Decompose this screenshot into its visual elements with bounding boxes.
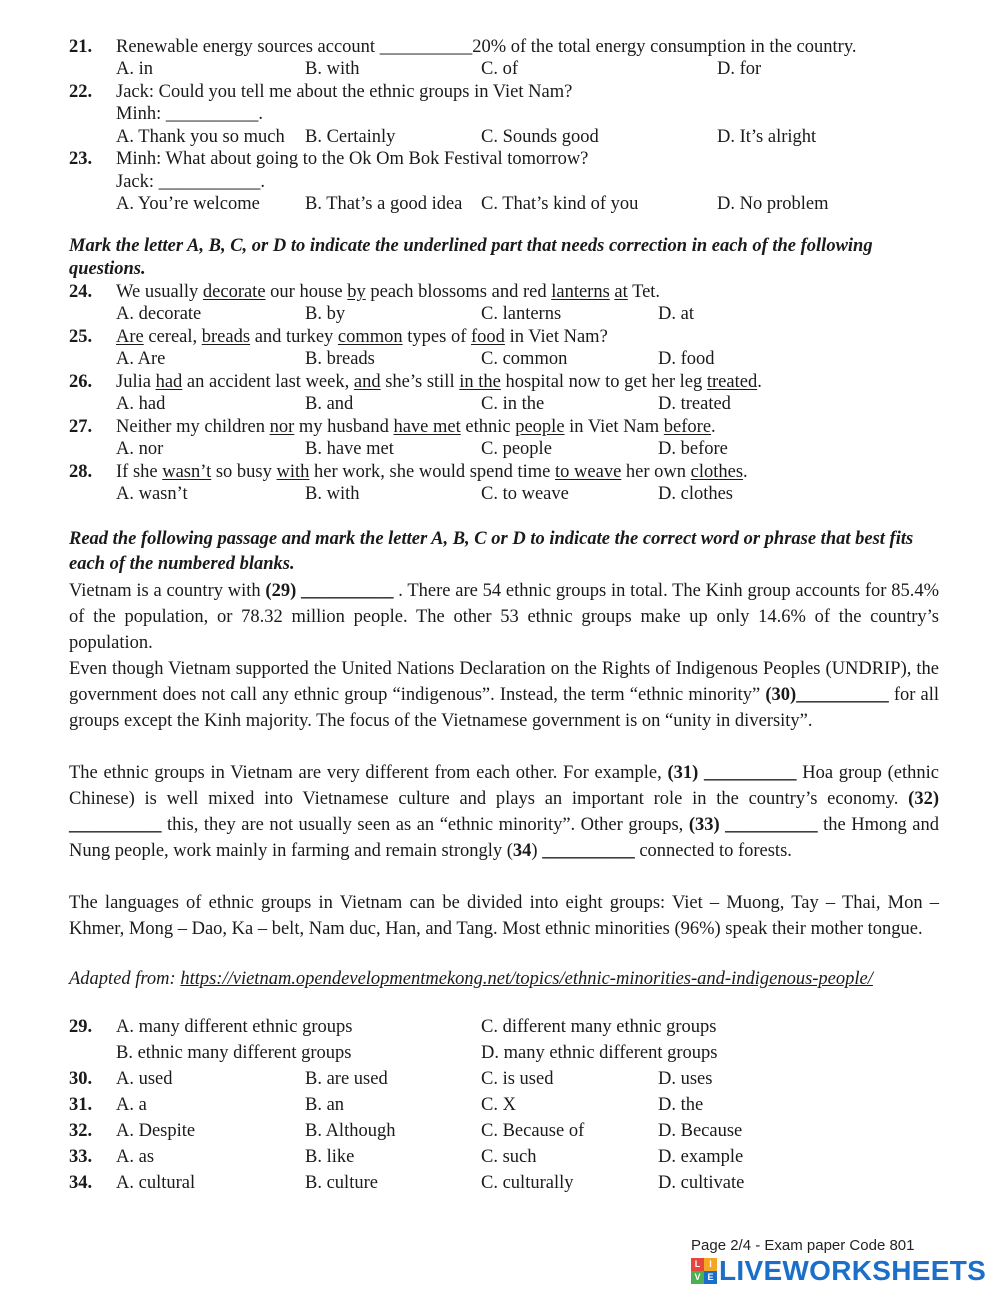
passage-paragraph-1: Vietnam is a country with (29) __________ . There are 54 ethnic groups in total. The Kinh group accounts for 85.4% of the population, or 78.32 million people. The other 53 ethnic groups make up only 14.6% of the country’s population.: [69, 581, 940, 653]
option-b[interactable]: B. culture: [305, 1173, 378, 1193]
question-number: 21.: [69, 37, 93, 57]
question-number: 29.: [69, 1017, 93, 1037]
question-number: 25.: [69, 327, 93, 347]
option-c[interactable]: C. different many ethnic groups: [481, 1017, 717, 1037]
option-d[interactable]: D. treated: [658, 394, 731, 414]
question-stem: Minh: What about going to the Ok Om Bok Festival tomorrow?: [116, 149, 589, 169]
option-d[interactable]: D. clothes: [658, 484, 734, 504]
option-a[interactable]: A. You’re welcome: [116, 194, 260, 214]
option-d[interactable]: D. example: [658, 1147, 744, 1167]
option-a[interactable]: A. cultural: [116, 1173, 196, 1193]
option-b[interactable]: B. an: [305, 1095, 345, 1115]
option-c[interactable]: C. to weave: [481, 484, 569, 504]
question-stem: Renewable energy sources account __________20% of the total energy consumption in the country.: [116, 37, 857, 57]
option-a[interactable]: A. many different ethnic groups: [116, 1017, 353, 1037]
blank-34: __________: [542, 841, 635, 861]
passage-paragraph-3: The ethnic groups in Vietnam are very different from each other. For example, (31) __________ Hoa group (ethnic Chinese) is well mixed into Vietnamese culture and plays an important role in the country’s economy. (32) __________ this, they are not usually seen as an “ethnic minority”. Other groups, (33) __________ the Hmong and Nung people, work mainly in farming and remain strongly (34) __________ connected to forests.: [69, 763, 939, 861]
option-d[interactable]: D. Because: [658, 1121, 743, 1141]
option-d[interactable]: D. many ethnic different groups: [481, 1043, 718, 1063]
passage-paragraph-2: Even though Vietnam supported the United Nations Declaration on the Rights of Indigenous Peoples (UNDRIP), the government does not call any ethnic group “indigenous”. Instead, the term “ethnic minority” (30)__________ for all groups except the Kinh majority. The focus of the Vietnamese government is on “unity in diversity”.: [69, 659, 940, 731]
question-sentence: Are cereal, breads and turkey common types of food in Viet Nam?: [116, 327, 608, 347]
question-number: 28.: [69, 462, 93, 482]
option-a[interactable]: A. Despite: [116, 1121, 196, 1141]
option-b[interactable]: B. Although: [305, 1121, 396, 1141]
option-b[interactable]: B. That’s a good idea: [305, 194, 463, 214]
option-a[interactable]: A. wasn’t: [116, 484, 188, 504]
passage-source: Adapted from: https://vietnam.opendevelopmentmekong.net/topics/ethnic-minorities-and-indigenous-people/: [69, 969, 873, 989]
option-d[interactable]: D. It’s alright: [717, 127, 817, 147]
option-b[interactable]: B. Certainly: [305, 127, 396, 147]
option-a[interactable]: A. nor: [116, 439, 164, 459]
blank-33: (33) __________: [688, 815, 818, 835]
section-instruction: Read the following passage and mark the letter A, B, C or D to indicate the correct word or phrase that best fits each of the numbered blanks.: [69, 529, 914, 574]
option-a[interactable]: A. in: [116, 59, 153, 79]
option-c[interactable]: C. Sounds good: [481, 127, 599, 147]
option-b[interactable]: B. and: [305, 394, 354, 414]
question-number: 31.: [69, 1095, 93, 1115]
option-d[interactable]: D. the: [658, 1095, 704, 1115]
option-a[interactable]: A. had: [116, 394, 166, 414]
option-b[interactable]: B. breads: [305, 349, 375, 369]
blank-30: (30)__________: [765, 685, 889, 705]
option-a[interactable]: A. a: [116, 1095, 147, 1115]
option-d[interactable]: D. for: [717, 59, 762, 79]
option-d[interactable]: D. uses: [658, 1069, 713, 1089]
blank-34-number: 34: [512, 841, 532, 861]
option-a[interactable]: A. Thank you so much: [116, 127, 285, 147]
question-number: 24.: [69, 282, 93, 302]
option-c[interactable]: C. in the: [481, 394, 545, 414]
option-d[interactable]: D. cultivate: [658, 1173, 745, 1193]
option-a[interactable]: A. Are: [116, 349, 166, 369]
blank-29: (29) __________: [265, 581, 394, 601]
option-b[interactable]: B. are used: [305, 1069, 388, 1089]
option-b[interactable]: B. with: [305, 59, 360, 79]
option-c[interactable]: C. such: [481, 1147, 537, 1167]
question-sentence: We usually decorate our house by peach blossoms and red lanterns at Tet.: [116, 282, 661, 302]
option-b[interactable]: B. ethnic many different groups: [116, 1043, 352, 1063]
dialogue-response-line: Jack: ___________.: [116, 172, 266, 192]
option-a[interactable]: A. used: [116, 1069, 173, 1089]
brand-name: LIVEWORKSHEETS: [719, 1255, 987, 1286]
option-c[interactable]: C. is used: [481, 1069, 554, 1089]
passage-paragraph-4: The languages of ethnic groups in Vietnam can be divided into eight groups: Viet – Muong, Tay – Thai, Mon – Khmer, Mong – Dao, Ka – belt, Nam duc, Han, and Tang. Most ethnic minorities (96%) speak their mother tongue.: [69, 893, 939, 939]
liveworksheets-logo-icon: L I V E: [691, 1258, 717, 1284]
question-sentence: Julia had an accident last week, and she’s still in the hospital now to get her leg treated.: [116, 372, 762, 392]
option-b[interactable]: B. have met: [305, 439, 394, 459]
question-sentence: Neither my children nor my husband have met ethnic people in Viet Nam before.: [116, 417, 716, 437]
option-a[interactable]: A. as: [116, 1147, 155, 1167]
option-d[interactable]: D. food: [658, 349, 715, 369]
section-instruction: Mark the letter A, B, C, or D to indicate the underlined part that needs correction in each of the following questions.: [69, 236, 873, 279]
option-d[interactable]: D. No problem: [717, 194, 829, 214]
blank-32: (32) __________: [69, 789, 939, 835]
option-b[interactable]: B. like: [305, 1147, 355, 1167]
blank-31: (31) __________: [667, 763, 797, 783]
question-stem: Jack: Could you tell me about the ethnic groups in Viet Nam?: [116, 82, 573, 102]
question-sentence: If she wasn’t so busy with her work, she would spend time to weave her own clothes.: [116, 462, 748, 482]
option-c[interactable]: C. Because of: [481, 1121, 585, 1141]
question-number: 22.: [69, 82, 93, 102]
option-d[interactable]: D. before: [658, 439, 728, 459]
option-b[interactable]: B. by: [305, 304, 346, 324]
option-c[interactable]: C. lanterns: [481, 304, 562, 324]
option-c[interactable]: C. That’s kind of you: [481, 194, 639, 214]
option-b[interactable]: B. with: [305, 484, 360, 504]
option-d[interactable]: D. at: [658, 304, 694, 324]
question-number: 26.: [69, 372, 93, 392]
question-number: 34.: [69, 1173, 93, 1193]
option-c[interactable]: C. common: [481, 349, 568, 369]
option-c[interactable]: C. culturally: [481, 1173, 574, 1193]
question-number: 23.: [69, 149, 93, 169]
question-number: 33.: [69, 1147, 93, 1167]
option-c[interactable]: C. of: [481, 59, 518, 79]
option-c[interactable]: C. X: [481, 1095, 516, 1115]
option-c[interactable]: C. people: [481, 439, 552, 459]
page-footer: Page 2/4 - Exam paper Code 801: [691, 1237, 915, 1254]
question-number: 30.: [69, 1069, 93, 1089]
question-number: 27.: [69, 417, 93, 437]
source-link[interactable]: https://vietnam.opendevelopmentmekong.net/topics/ethnic-minorities-and-indigenous-people/: [180, 969, 873, 989]
dialogue-response-line: Minh: __________.: [116, 104, 263, 124]
question-number: 32.: [69, 1121, 93, 1141]
option-a[interactable]: A. decorate: [116, 304, 202, 324]
liveworksheets-brand[interactable]: [691, 1256, 986, 1286]
